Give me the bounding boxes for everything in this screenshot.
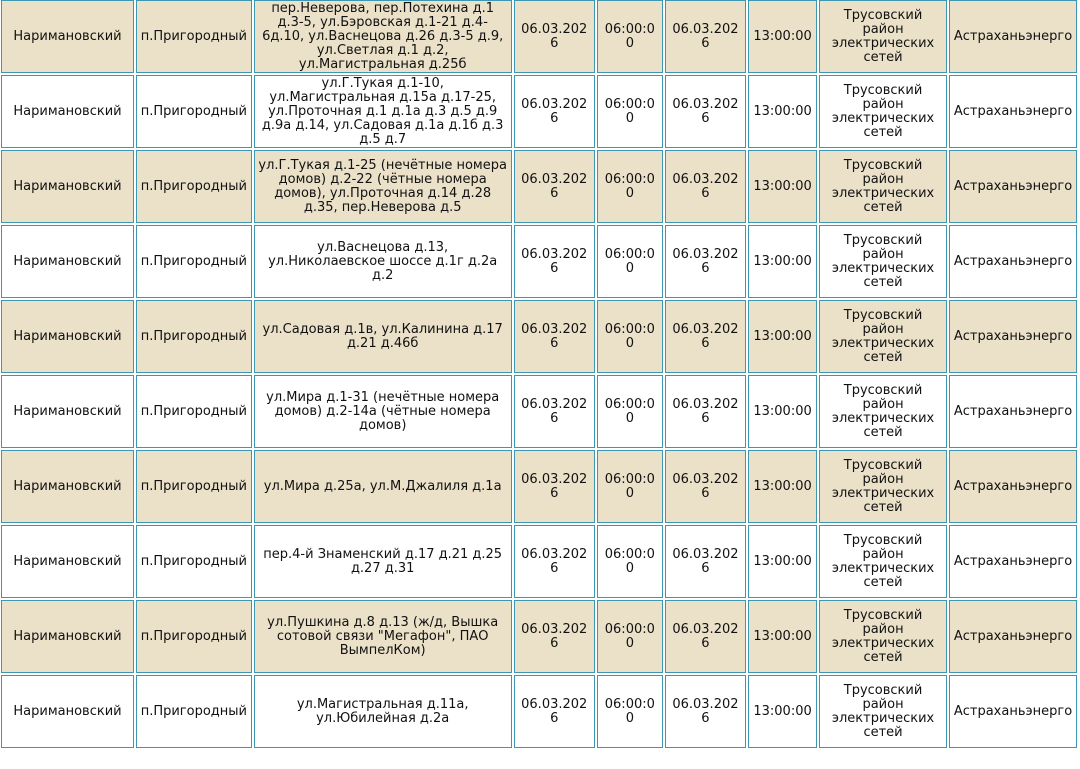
start-date-cell: 06.03.2026 — [514, 150, 595, 223]
addresses-cell: пер.Неверова, пер.Потехина д.1 д.3-5, ул.Бэровская д.1-21 д.4-6д.10, ул.Васнецова д.26 д.3-5 д.9, ул.Светлая д.1 д.2, ул.Магистральная д.25б — [254, 0, 512, 73]
addresses-cell: ул.Васнецова д.13, ул.Николаевское шоссе д.1г д.2а д.2 — [254, 225, 512, 298]
district-cell: Наримановский — [1, 600, 134, 673]
start-time-cell: 06:00:00 — [597, 150, 663, 223]
locality-cell: п.Пригородный — [136, 450, 252, 523]
end-time-cell: 13:00:00 — [748, 0, 817, 73]
network-area-cell: Трусовский район электрических сетей — [819, 525, 947, 598]
end-time-cell: 13:00:00 — [748, 450, 817, 523]
locality-cell: п.Пригородный — [136, 0, 252, 73]
start-time-cell: 06:00:00 — [597, 0, 663, 73]
start-time-cell: 06:00:00 — [597, 75, 663, 148]
company-cell: Астраханьэнерго — [949, 150, 1077, 223]
table-row — [1, 225, 1077, 298]
locality-cell: п.Пригородный — [136, 300, 252, 373]
end-time-cell: 13:00:00 — [748, 525, 817, 598]
end-date-cell: 06.03.2026 — [665, 75, 746, 148]
end-date-cell: 06.03.2026 — [665, 150, 746, 223]
end-time-cell: 13:00:00 — [748, 75, 817, 148]
table-row — [1, 150, 1077, 223]
end-time-cell: 13:00:00 — [748, 600, 817, 673]
network-area-cell: Трусовский район электрических сетей — [819, 300, 947, 373]
addresses-cell: ул.Г.Тукая д.1-10, ул.Магистральная д.15а д.17-25, ул.Проточная д.1 д.1а д.3 д.5 д.9 д.9а д.14, ул.Садовая д.1а д.1б д.3 д.5 д.7 — [254, 75, 512, 148]
company-cell: Астраханьэнерго — [949, 675, 1077, 748]
table-row — [1, 675, 1077, 748]
district-cell: Наримановский — [1, 225, 134, 298]
outage-table-body — [1, 0, 1077, 748]
addresses-cell: ул.Г.Тукая д.1-25 (нечётные номера домов) д.2-22 (чётные номера домов), ул.Проточная д.14 д.28 д.35, пер.Неверова д.5 — [254, 150, 512, 223]
start-time-cell: 06:00:00 — [597, 675, 663, 748]
company-cell: Астраханьэнерго — [949, 375, 1077, 448]
start-date-cell: 06.03.2026 — [514, 375, 595, 448]
start-date-cell: 06.03.2026 — [514, 675, 595, 748]
company-cell: Астраханьэнерго — [949, 0, 1077, 73]
addresses-cell: пер.4-й Знаменский д.17 д.21 д.25 д.27 д.31 — [254, 525, 512, 598]
end-time-cell: 13:00:00 — [748, 150, 817, 223]
start-time-cell: 06:00:00 — [597, 225, 663, 298]
end-time-cell: 13:00:00 — [748, 300, 817, 373]
district-cell: Наримановский — [1, 450, 134, 523]
start-time-cell: 06:00:00 — [597, 450, 663, 523]
network-area-cell: Трусовский район электрических сетей — [819, 450, 947, 523]
start-time-cell: 06:00:00 — [597, 300, 663, 373]
start-time-cell: 06:00:00 — [597, 600, 663, 673]
company-cell: Астраханьэнерго — [949, 300, 1077, 373]
table-row — [1, 450, 1077, 523]
district-cell: Наримановский — [1, 375, 134, 448]
company-cell: Астраханьэнерго — [949, 600, 1077, 673]
network-area-cell: Трусовский район электрических сетей — [819, 375, 947, 448]
company-cell: Астраханьэнерго — [949, 450, 1077, 523]
network-area-cell: Трусовский район электрических сетей — [819, 150, 947, 223]
locality-cell: п.Пригородный — [136, 225, 252, 298]
locality-cell: п.Пригородный — [136, 375, 252, 448]
end-date-cell: 06.03.2026 — [665, 375, 746, 448]
network-area-cell: Трусовский район электрических сетей — [819, 225, 947, 298]
start-date-cell: 06.03.2026 — [514, 0, 595, 73]
start-time-cell: 06:00:00 — [597, 375, 663, 448]
table-row — [1, 75, 1077, 148]
start-date-cell: 06.03.2026 — [514, 525, 595, 598]
end-time-cell: 13:00:00 — [748, 375, 817, 448]
end-date-cell: 06.03.2026 — [665, 525, 746, 598]
locality-cell: п.Пригородный — [136, 525, 252, 598]
end-date-cell: 06.03.2026 — [665, 600, 746, 673]
locality-cell: п.Пригородный — [136, 675, 252, 748]
addresses-cell: ул.Садовая д.1в, ул.Калинина д.17 д.21 д.46б — [254, 300, 512, 373]
start-date-cell: 06.03.2026 — [514, 300, 595, 373]
end-date-cell: 06.03.2026 — [665, 225, 746, 298]
company-cell: Астраханьэнерго — [949, 525, 1077, 598]
network-area-cell: Трусовский район электрических сетей — [819, 600, 947, 673]
district-cell: Наримановский — [1, 675, 134, 748]
addresses-cell: ул.Магистральная д.11а, ул.Юбилейная д.2а — [254, 675, 512, 748]
table-row — [1, 525, 1077, 598]
locality-cell: п.Пригородный — [136, 75, 252, 148]
start-date-cell: 06.03.2026 — [514, 450, 595, 523]
start-date-cell: 06.03.2026 — [514, 225, 595, 298]
district-cell: Наримановский — [1, 300, 134, 373]
company-cell: Астраханьэнерго — [949, 75, 1077, 148]
end-date-cell: 06.03.2026 — [665, 0, 746, 73]
table-row — [1, 0, 1077, 73]
addresses-cell: ул.Мира д.25а, ул.М.Джалиля д.1а — [254, 450, 512, 523]
district-cell: Наримановский — [1, 525, 134, 598]
end-time-cell: 13:00:00 — [748, 225, 817, 298]
addresses-cell: ул.Пушкина д.8 д.13 (ж/д, Вышка сотовой связи "Мегафон", ПАО ВымпелКом) — [254, 600, 512, 673]
district-cell: Наримановский — [1, 150, 134, 223]
start-date-cell: 06.03.2026 — [514, 75, 595, 148]
end-date-cell: 06.03.2026 — [665, 300, 746, 373]
company-cell: Астраханьэнерго — [949, 225, 1077, 298]
end-date-cell: 06.03.2026 — [665, 675, 746, 748]
start-time-cell: 06:00:00 — [597, 525, 663, 598]
start-date-cell: 06.03.2026 — [514, 600, 595, 673]
table-row — [1, 375, 1077, 448]
locality-cell: п.Пригородный — [136, 150, 252, 223]
network-area-cell: Трусовский район электрических сетей — [819, 0, 947, 73]
district-cell: Наримановский — [1, 75, 134, 148]
district-cell: Наримановский — [1, 0, 134, 73]
end-date-cell: 06.03.2026 — [665, 450, 746, 523]
network-area-cell: Трусовский район электрических сетей — [819, 75, 947, 148]
table-row — [1, 300, 1077, 373]
table-row — [1, 600, 1077, 673]
locality-cell: п.Пригородный — [136, 600, 252, 673]
end-time-cell: 13:00:00 — [748, 675, 817, 748]
network-area-cell: Трусовский район электрических сетей — [819, 675, 947, 748]
addresses-cell: ул.Мира д.1-31 (нечётные номера домов) д.2-14а (чётные номера домов) — [254, 375, 512, 448]
